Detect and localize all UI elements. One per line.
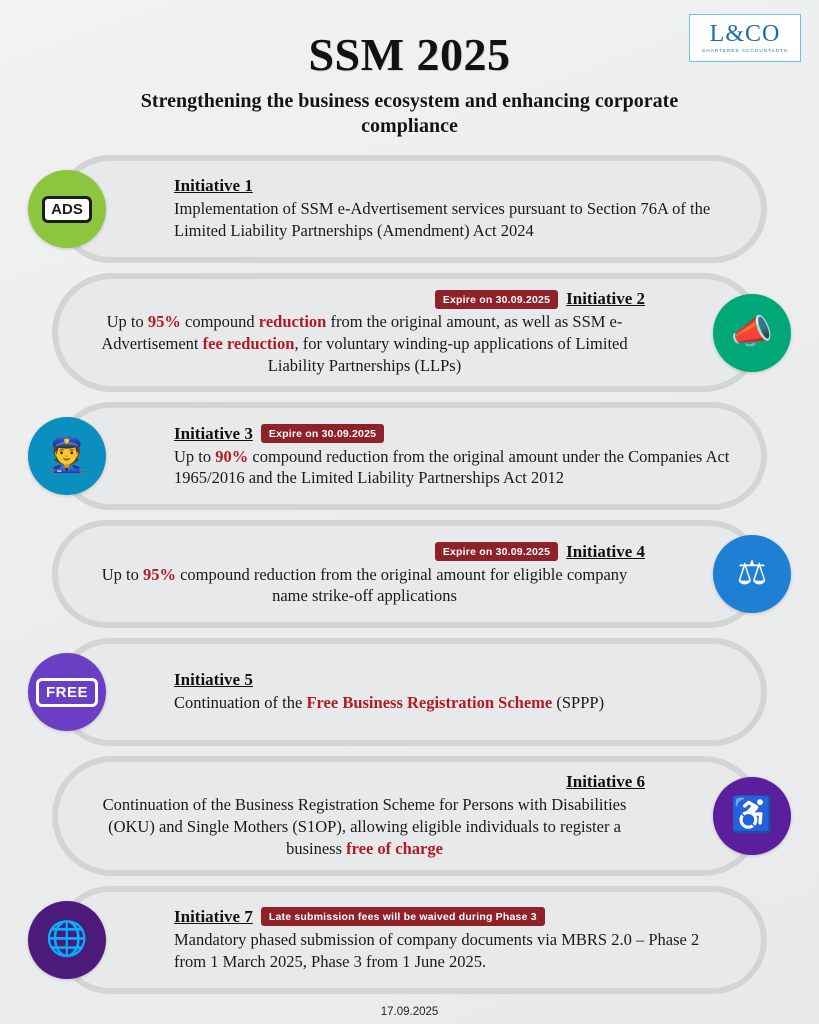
expiry-badge: Expire on 30.09.2025	[435, 542, 558, 561]
initiative-content	[84, 772, 645, 859]
initiative-card	[45, 886, 767, 994]
initiative-description: Mandatory phased submission of company documents via MBRS 2.0 – Phase 2 from 1 March 2025, Phase 3 from 1 June 2025.	[174, 929, 700, 971]
initiative-row	[0, 638, 819, 746]
initiative-content	[174, 670, 735, 714]
initiative-row	[0, 155, 819, 263]
advertisement-icon: ADS	[28, 170, 106, 248]
company-logo	[689, 14, 801, 62]
initiative-description: Continuation of the Business Registration Scheme for Persons with Disabilities (OKU) and Single Mothers (S1OP), allowing eligible individuals to register a business free of charge	[102, 795, 627, 858]
initiative-card	[52, 273, 774, 392]
initiative-label: Initiative 3	[174, 423, 253, 443]
publish-date: 17.09.2025	[380, 1006, 439, 1018]
initiative-card	[52, 520, 768, 628]
initiative-label: Initiative 7	[174, 906, 253, 926]
initiative-card	[52, 756, 774, 875]
initiative-label: Initiative 5	[174, 670, 253, 690]
initiative-headline	[174, 907, 735, 927]
expiry-badge: Late submission fees will be waived during Phase 3	[261, 907, 545, 926]
initiative-description: Up to 95% compound reduction from the original amount for eligible company name strike-off applications	[101, 564, 628, 606]
logo-text: L&CO	[709, 21, 781, 48]
initiative-card	[45, 638, 767, 746]
globe-mbrs-icon: 🌐	[28, 901, 106, 979]
initiative-description: Implementation of SSM e-Advertisement services pursuant to Section 76A of the Limited Liability Partnerships (Amendment) Act 2024	[174, 199, 711, 240]
initiative-headline	[174, 424, 735, 444]
initiative-row	[0, 756, 819, 875]
initiative-description: Up to 90% compound reduction from the original amount under the Companies Act 1965/2016 and the Limited Liability Partnerships Act 2012	[174, 446, 730, 488]
initiative-description: Continuation of the Free Business Registration Scheme (SPPP)	[174, 693, 605, 713]
initiative-label: Initiative 2	[566, 289, 645, 308]
initiative-content	[84, 289, 645, 376]
initiative-content	[174, 424, 735, 490]
initiative-content	[174, 907, 735, 973]
free-icon: FREE	[28, 653, 106, 731]
initiative-label: Initiative 1	[174, 176, 253, 196]
page-subtitle: Strengthening the business ecosystem and enhancing corporate compliance	[140, 90, 679, 137]
megaphone-icon: 📣	[713, 294, 791, 372]
accessibility-icon: ♿	[713, 777, 791, 855]
initiative-row	[0, 273, 819, 392]
initiative-row	[0, 402, 819, 510]
initiative-row	[0, 520, 819, 628]
initiative-label: Initiative 4	[566, 541, 645, 561]
initiative-headline	[84, 289, 645, 309]
officer-fine-icon: 👮	[28, 417, 106, 495]
initiative-description: Up to 95% compound reduction from the original amount, as well as SSM e-Advertisement fee reduction, for voluntary winding-up applications of Limited Liability Partnerships (LLPs)	[101, 312, 628, 375]
initiative-card	[51, 155, 767, 263]
page-title: SSM 2025	[308, 29, 511, 80]
gavel-strikeoff-icon: ⚖	[713, 535, 791, 613]
initiative-headline	[174, 670, 735, 690]
initiative-content	[174, 176, 735, 242]
expiry-badge: Expire on 30.09.2025	[261, 424, 384, 443]
footer-divider	[255, 989, 565, 994]
initiative-headline	[174, 176, 735, 196]
initiative-row	[0, 886, 819, 994]
initiative-headline	[84, 772, 645, 792]
initiative-list	[0, 155, 819, 994]
initiative-headline	[84, 542, 645, 562]
expiry-badge: Expire on 30.09.2025	[435, 290, 558, 309]
logo-tagline: CHARTERED ACCOUNTANTS	[702, 48, 788, 54]
initiative-content	[84, 542, 645, 608]
initiative-card	[45, 402, 767, 510]
initiative-label: Initiative 6	[566, 772, 645, 792]
